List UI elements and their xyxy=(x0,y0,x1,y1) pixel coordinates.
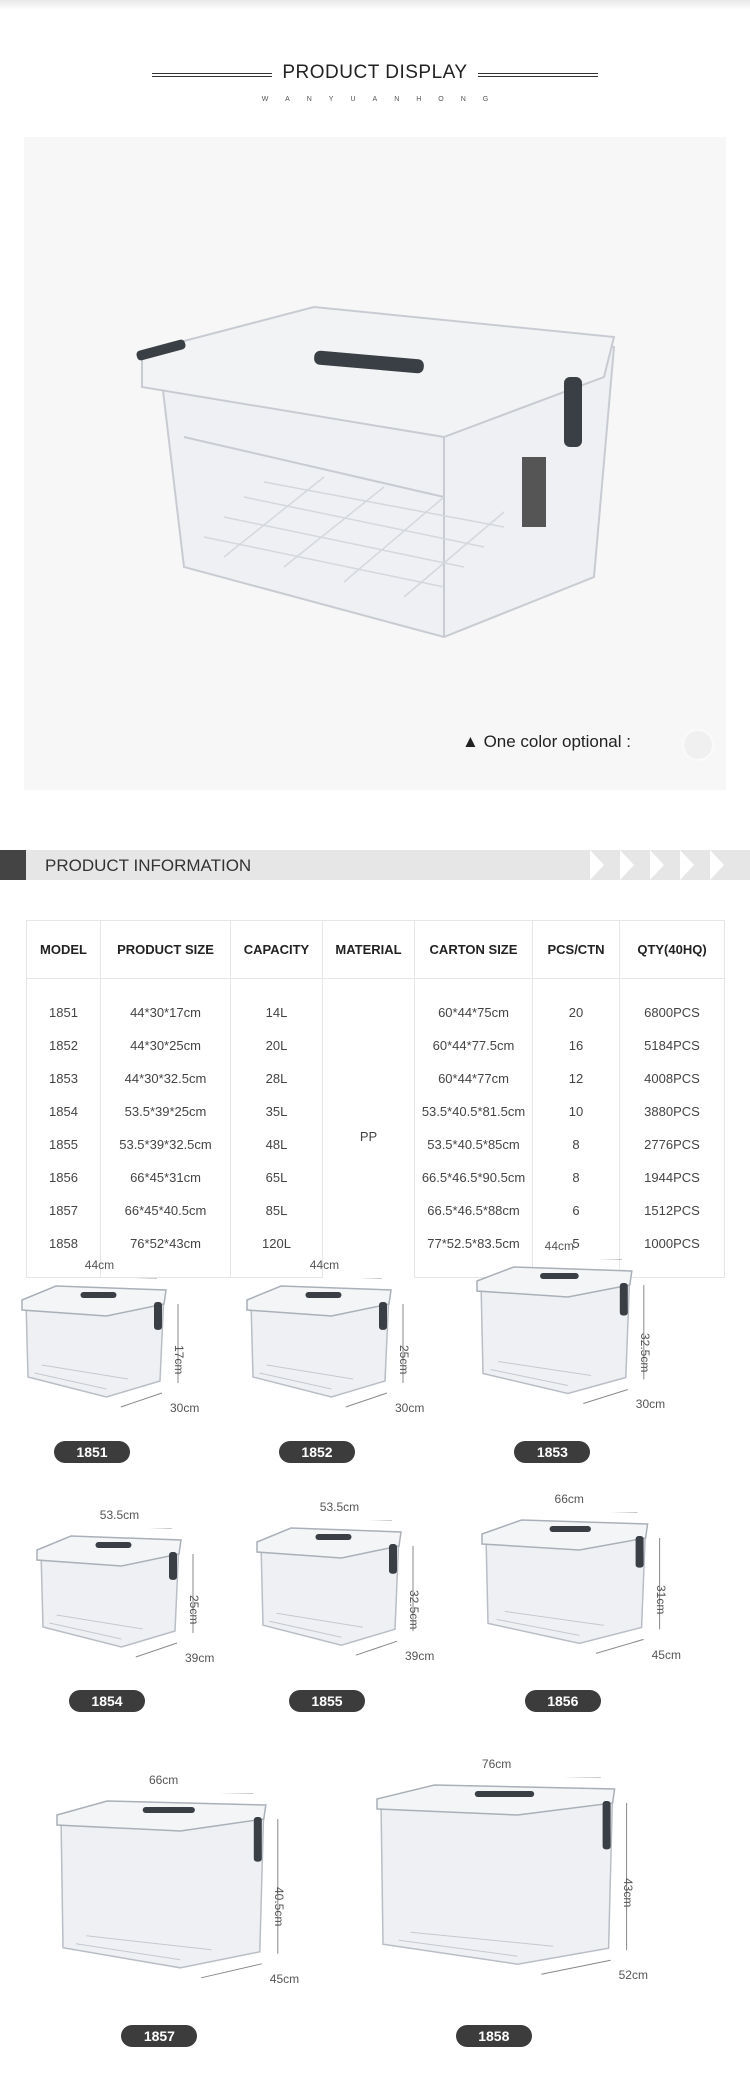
color-swatch-clear[interactable] xyxy=(682,729,714,761)
height-label: 25cm xyxy=(397,1344,411,1374)
color-option-note: ▲ One color optional : xyxy=(462,732,631,751)
storage-box-illustration xyxy=(24,137,726,790)
table-cell: 3880PCS xyxy=(620,1095,725,1128)
table-cell: 48L xyxy=(231,1128,323,1161)
brand-subtitle: WANYUANHONG xyxy=(261,96,506,103)
table-cell: 10 xyxy=(533,1095,620,1128)
table-cell: 60*44*77.5cm xyxy=(415,1029,533,1062)
chevron-icon xyxy=(620,850,634,880)
table-cell: 1856 xyxy=(27,1161,101,1194)
table-cell: 1853 xyxy=(27,1062,101,1095)
table-cell: 44*30*17cm xyxy=(101,979,231,1030)
table-cell: 76*52*43cm xyxy=(101,1227,231,1278)
header-accent-block xyxy=(0,850,26,880)
storage-box-icon xyxy=(375,1777,705,1978)
storage-box-icon xyxy=(55,1793,345,1982)
height-label: 40.5cm xyxy=(271,1887,286,1927)
depth-label: 45cm xyxy=(651,1647,681,1662)
model-badge: 1856 xyxy=(525,1690,601,1712)
table-cell: 20 xyxy=(533,979,620,1030)
table-cell: 2776PCS xyxy=(620,1128,725,1161)
width-label: 66cm xyxy=(148,1772,179,1787)
material-cell: PP xyxy=(323,979,415,1278)
chevron-icon xyxy=(710,850,724,880)
chevron-icon xyxy=(590,850,604,880)
model-badge: 1851 xyxy=(54,1441,130,1463)
color-option-label: One color optional : xyxy=(483,732,631,751)
width-label: 76cm xyxy=(481,1757,512,1772)
model-badge: 1855 xyxy=(289,1690,365,1712)
depth-label: 30cm xyxy=(395,1401,425,1415)
top-shadow xyxy=(0,0,750,10)
width-label: 66cm xyxy=(554,1492,584,1507)
depth-label: 30cm xyxy=(170,1401,200,1415)
table-cell: 1512PCS xyxy=(620,1194,725,1227)
table-cell: 1857 xyxy=(27,1194,101,1227)
width-label: 44cm xyxy=(84,1258,115,1272)
chevron-icon xyxy=(650,850,664,880)
column-header: MATERIAL xyxy=(323,921,415,979)
depth-label: 30cm xyxy=(635,1397,666,1411)
depth-label: 39cm xyxy=(185,1651,215,1665)
section-title-info: PRODUCT INFORMATION xyxy=(45,856,252,875)
table-cell: 4008PCS xyxy=(620,1062,725,1095)
table-row xyxy=(27,979,725,1030)
table-cell: 66*45*40.5cm xyxy=(101,1194,231,1227)
table-cell: 28L xyxy=(231,1062,323,1095)
table-cell: 1852 xyxy=(27,1029,101,1062)
table-cell: 44*30*25cm xyxy=(101,1029,231,1062)
table-cell: 1855 xyxy=(27,1128,101,1161)
table-header-row xyxy=(27,921,725,979)
table-cell: 6 xyxy=(533,1194,620,1227)
table-cell: 6800PCS xyxy=(620,979,725,1030)
table-cell: 60*44*77cm xyxy=(415,1062,533,1095)
column-header: CARTON SIZE xyxy=(415,921,533,979)
table-cell: 66.5*46.5*90.5cm xyxy=(415,1161,533,1194)
table-cell: 1000PCS xyxy=(620,1227,725,1278)
model-badge: 1853 xyxy=(514,1441,590,1463)
table-cell: 60*44*75cm xyxy=(415,979,533,1030)
storage-box-icon xyxy=(475,1259,690,1408)
storage-box-icon xyxy=(255,1520,455,1659)
depth-label: 39cm xyxy=(405,1649,435,1664)
chevron-icon xyxy=(680,850,694,880)
table-cell: 5 xyxy=(533,1227,620,1278)
table-cell: 77*52.5*83.5cm xyxy=(415,1227,533,1278)
hero-product-image xyxy=(24,137,726,790)
model-badge: 1858 xyxy=(456,2025,532,2047)
table-cell: 16 xyxy=(533,1029,620,1062)
width-label: 44cm xyxy=(309,1258,340,1272)
table-cell: 1851 xyxy=(27,979,101,1030)
table-cell: 1854 xyxy=(27,1095,101,1128)
table-cell: 1858 xyxy=(27,1227,101,1278)
width-label: 53.5cm xyxy=(99,1508,140,1522)
height-label: 25cm xyxy=(187,1594,201,1624)
column-header: QTY(40HQ) xyxy=(620,921,725,979)
height-label: 31cm xyxy=(653,1585,668,1615)
model-badge: 1857 xyxy=(121,2025,197,2047)
storage-box-icon xyxy=(20,1278,220,1411)
height-label: 32.5cm xyxy=(637,1332,652,1373)
table-cell: 53.5*40.5*81.5cm xyxy=(415,1095,533,1128)
table-cell: 66*45*31cm xyxy=(101,1161,231,1194)
column-header: PCS/CTN xyxy=(533,921,620,979)
model-badge: 1852 xyxy=(279,1441,355,1463)
section-title-display: PRODUCT DISPLAY xyxy=(282,62,468,83)
table-cell: 85L xyxy=(231,1194,323,1227)
table-cell: 53.5*39*25cm xyxy=(101,1095,231,1128)
table-cell: 53.5*40.5*85cm xyxy=(415,1128,533,1161)
depth-label: 52cm xyxy=(618,1968,648,1983)
table-cell: 8 xyxy=(533,1128,620,1161)
table-cell: 8 xyxy=(533,1161,620,1194)
column-header: PRODUCT SIZE xyxy=(101,921,231,979)
table-cell: 120L xyxy=(231,1227,323,1278)
table-cell: 53.5*39*32.5cm xyxy=(101,1128,231,1161)
height-label: 32.5cm xyxy=(407,1589,421,1630)
width-label: 53.5cm xyxy=(319,1500,360,1515)
table-cell: 66.5*46.5*88cm xyxy=(415,1194,533,1227)
table-cell: 12 xyxy=(533,1062,620,1095)
table-cell: 65L xyxy=(231,1161,323,1194)
height-label: 43cm xyxy=(620,1877,635,1908)
column-header: CAPACITY xyxy=(231,921,323,979)
table-cell: 1944PCS xyxy=(620,1161,725,1194)
table-body xyxy=(27,979,725,1278)
table-cell: 20L xyxy=(231,1029,323,1062)
depth-label: 45cm xyxy=(269,1971,300,1986)
column-header: MODEL xyxy=(27,921,101,979)
table-cell: 44*30*32.5cm xyxy=(101,1062,231,1095)
title-rule-right xyxy=(478,73,598,77)
storage-box-icon xyxy=(480,1512,710,1657)
product-spec-table xyxy=(26,920,725,1278)
table-cell: 5184PCS xyxy=(620,1029,725,1062)
width-label: 44cm xyxy=(544,1238,574,1253)
product-info-header xyxy=(0,850,750,880)
height-label: 17cm xyxy=(172,1344,186,1374)
storage-box-icon xyxy=(245,1278,445,1411)
table-cell: 14L xyxy=(231,979,323,1030)
table-cell: 35L xyxy=(231,1095,323,1128)
model-badge: 1854 xyxy=(69,1690,145,1712)
storage-box-icon xyxy=(35,1528,235,1661)
